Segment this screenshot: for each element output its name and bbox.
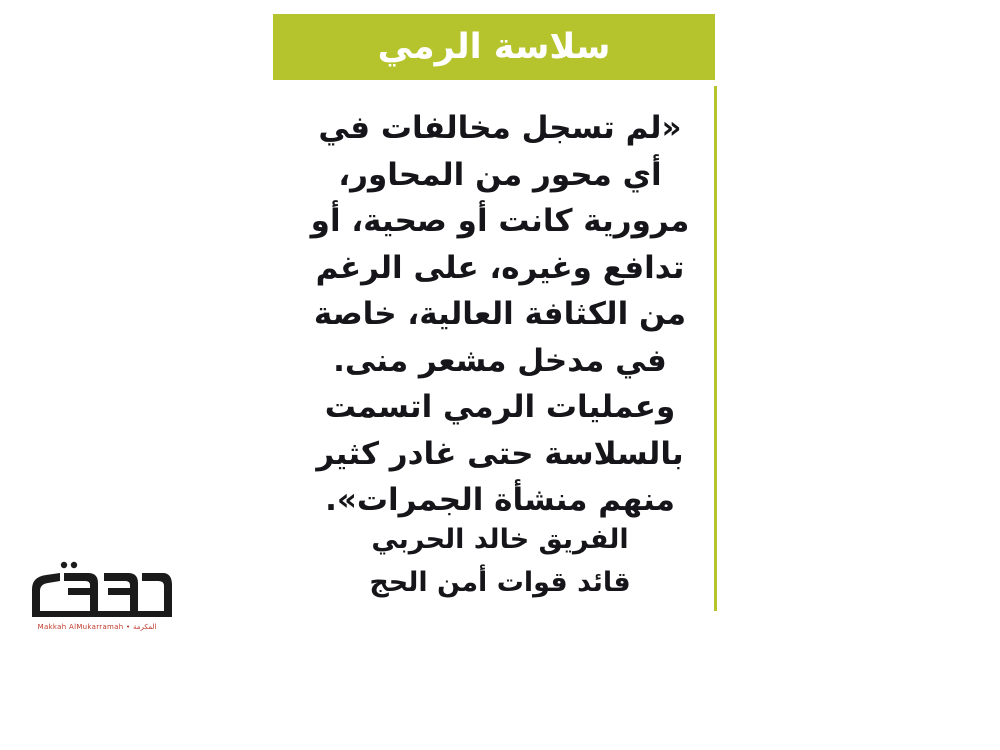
page-title: سلاسة الرمي [377,26,611,67]
attribution-name: الفريق خالد الحربي [371,524,629,555]
headline-banner [273,14,715,80]
attribution-role: قائد قوات أمن الحج [369,567,631,599]
logo-caption: Makkah AlMukarramah • المكرمة [37,623,157,631]
vertical-divider [714,86,717,611]
quote-block [300,105,700,524]
quote-text: «لم تسجل مخالفات في أي محور من المحاور، مرورية كانت أو صحية، أو تدافع وغيره، على الرغم من الكثافة العالية، خاصة في مدخل مشعر منى. وعمليات الرمي اتسمت بالسلاسة حتى غادر كثير منهم منشأة الجمرات». [310,110,690,518]
attribution [300,520,700,602]
